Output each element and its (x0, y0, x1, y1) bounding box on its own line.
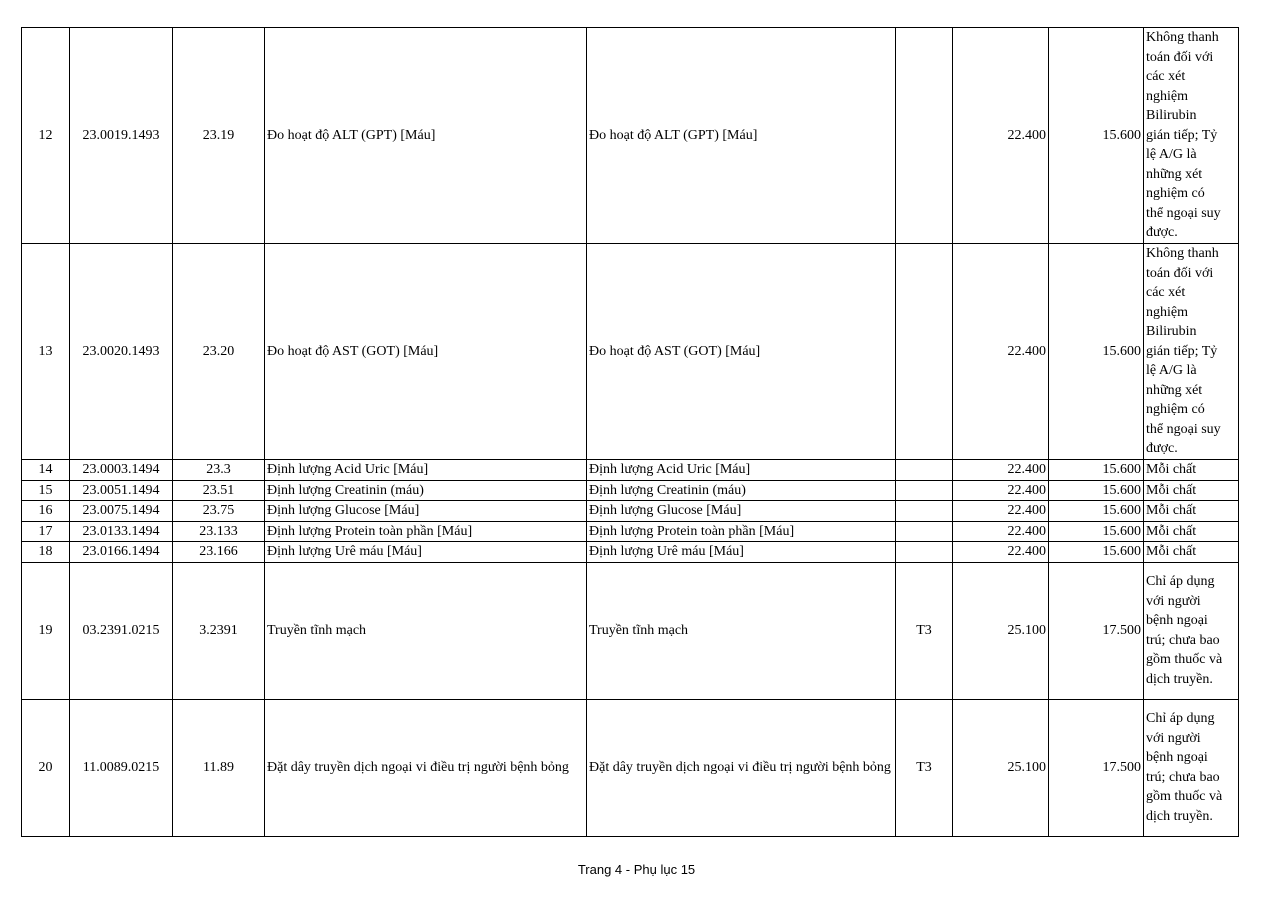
cell-stt: 16 (22, 501, 70, 522)
cell-stt: 19 (22, 562, 70, 699)
cell-stt: 15 (22, 480, 70, 501)
cell-note: Mỗi chất (1144, 542, 1239, 563)
cell-code: 23.0051.1494 (70, 480, 173, 501)
cell-note: Không thanh toán đối với các xét nghiệm Bilirubin gián tiếp; Tỷ lệ A/G là những xét nghiệm có thể ngoại suy được. (1144, 244, 1239, 460)
table-row (22, 480, 1239, 501)
cell-class: T3 (896, 699, 953, 836)
price-table (21, 27, 1239, 837)
cell-ref: 3.2391 (173, 562, 265, 699)
cell-price-1: 22.400 (953, 542, 1049, 563)
cell-price-2: 17.500 (1049, 699, 1144, 836)
cell-service-name: Đo hoạt độ AST (GOT) [Máu] (265, 244, 587, 460)
cell-stt: 14 (22, 460, 70, 481)
table-row (22, 244, 1239, 460)
table-row (22, 562, 1239, 699)
table-row (22, 542, 1239, 563)
cell-code: 23.0166.1494 (70, 542, 173, 563)
cell-price-2: 15.600 (1049, 460, 1144, 481)
cell-ref: 23.133 (173, 521, 265, 542)
cell-class: T3 (896, 562, 953, 699)
cell-code: 03.2391.0215 (70, 562, 173, 699)
cell-note: Chỉ áp dụng với người bệnh ngoại trú; chưa bao gồm thuốc và dịch truyền. (1144, 699, 1239, 836)
cell-service-name-alt: Đo hoạt độ ALT (GPT) [Máu] (587, 28, 896, 244)
table-row (22, 28, 1239, 244)
cell-service-name-alt: Đặt dây truyền dịch ngoại vi điều trị người bệnh bỏng (587, 699, 896, 836)
cell-class (896, 460, 953, 481)
cell-service-name-alt: Định lượng Urê máu [Máu] (587, 542, 896, 563)
cell-service-name: Truyền tĩnh mạch (265, 562, 587, 699)
cell-note: Mỗi chất (1144, 460, 1239, 481)
cell-service-name-alt: Định lượng Acid Uric [Máu] (587, 460, 896, 481)
cell-ref: 23.75 (173, 501, 265, 522)
cell-service-name: Định lượng Protein toàn phần [Máu] (265, 521, 587, 542)
cell-note: Mỗi chất (1144, 521, 1239, 542)
table-row (22, 521, 1239, 542)
cell-service-name-alt: Đo hoạt độ AST (GOT) [Máu] (587, 244, 896, 460)
page-footer: Trang 4 - Phụ lục 15 (577, 862, 696, 877)
cell-price-2: 15.600 (1049, 542, 1144, 563)
cell-class (896, 542, 953, 563)
cell-note: Không thanh toán đối với các xét nghiệm Bilirubin gián tiếp; Tỷ lệ A/G là những xét nghiệm có thể ngoại suy được. (1144, 28, 1239, 244)
cell-price-1: 22.400 (953, 521, 1049, 542)
cell-service-name: Định lượng Glucose [Máu] (265, 501, 587, 522)
cell-price-1: 22.400 (953, 460, 1049, 481)
cell-service-name-alt: Định lượng Creatinin (máu) (587, 480, 896, 501)
cell-note: Mỗi chất (1144, 480, 1239, 501)
cell-service-name: Định lượng Acid Uric [Máu] (265, 460, 587, 481)
cell-class (896, 501, 953, 522)
cell-service-name-alt: Truyền tĩnh mạch (587, 562, 896, 699)
cell-service-name: Định lượng Urê máu [Máu] (265, 542, 587, 563)
table-row (22, 460, 1239, 481)
cell-price-2: 17.500 (1049, 562, 1144, 699)
cell-code: 23.0075.1494 (70, 501, 173, 522)
cell-ref: 11.89 (173, 699, 265, 836)
cell-service-name-alt: Định lượng Glucose [Máu] (587, 501, 896, 522)
cell-price-2: 15.600 (1049, 521, 1144, 542)
cell-stt: 18 (22, 542, 70, 563)
cell-class (896, 244, 953, 460)
cell-class (896, 28, 953, 244)
cell-price-1: 25.100 (953, 699, 1049, 836)
cell-price-2: 15.600 (1049, 28, 1144, 244)
table-body (22, 28, 1239, 837)
cell-ref: 23.20 (173, 244, 265, 460)
cell-ref: 23.51 (173, 480, 265, 501)
cell-service-name-alt: Định lượng Protein toàn phần [Máu] (587, 521, 896, 542)
cell-stt: 13 (22, 244, 70, 460)
table-row (22, 501, 1239, 522)
cell-service-name: Đo hoạt độ ALT (GPT) [Máu] (265, 28, 587, 244)
cell-service-name: Đặt dây truyền dịch ngoại vi điều trị người bệnh bỏng (265, 699, 587, 836)
cell-ref: 23.19 (173, 28, 265, 244)
cell-price-1: 22.400 (953, 28, 1049, 244)
cell-ref: 23.166 (173, 542, 265, 563)
cell-stt: 17 (22, 521, 70, 542)
cell-note: Mỗi chất (1144, 501, 1239, 522)
cell-service-name: Định lượng Creatinin (máu) (265, 480, 587, 501)
cell-stt: 12 (22, 28, 70, 244)
cell-ref: 23.3 (173, 460, 265, 481)
cell-stt: 20 (22, 699, 70, 836)
cell-price-2: 15.600 (1049, 501, 1144, 522)
cell-price-1: 25.100 (953, 562, 1049, 699)
table-row (22, 699, 1239, 836)
cell-price-1: 22.400 (953, 244, 1049, 460)
cell-code: 11.0089.0215 (70, 699, 173, 836)
cell-note: Chỉ áp dụng với người bệnh ngoại trú; chưa bao gồm thuốc và dịch truyền. (1144, 562, 1239, 699)
cell-class (896, 480, 953, 501)
cell-code: 23.0019.1493 (70, 28, 173, 244)
cell-code: 23.0133.1494 (70, 521, 173, 542)
cell-price-1: 22.400 (953, 501, 1049, 522)
cell-price-2: 15.600 (1049, 244, 1144, 460)
cell-code: 23.0003.1494 (70, 460, 173, 481)
cell-price-1: 22.400 (953, 480, 1049, 501)
cell-price-2: 15.600 (1049, 480, 1144, 501)
cell-class (896, 521, 953, 542)
cell-code: 23.0020.1493 (70, 244, 173, 460)
